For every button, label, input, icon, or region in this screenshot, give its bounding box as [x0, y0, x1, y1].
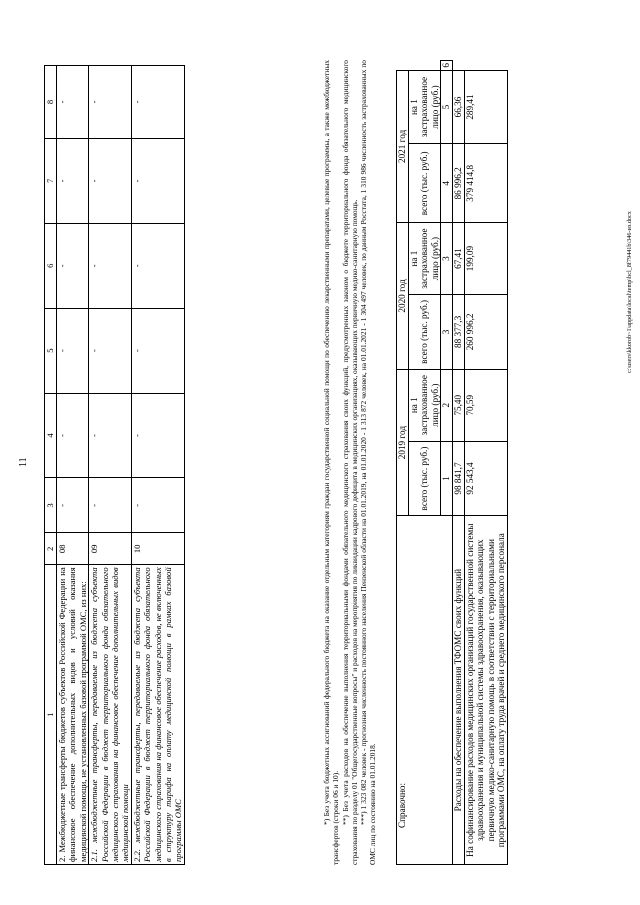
col-number: 4	[441, 144, 453, 223]
reference-table	[396, 60, 508, 865]
subheader: всего (тыс. руб.)	[408, 144, 441, 223]
row-label: 2.2. межбюджетные трансферты, передаваемые из бюджета субъекта Российской Федерации в бюджет территориального фонда обязательного медицинского страхования на финансовое обеспечение расходов, не включенных в структуру тарифа на оплату медицинской помощи в рамках базовой программы ОМС	[131, 565, 184, 865]
cell: 67,41	[452, 223, 464, 295]
cell: 75,40	[452, 369, 464, 441]
subheader: всего (тыс. руб.)	[408, 441, 441, 516]
subheader: всего (тыс. руб.)	[408, 295, 441, 370]
year-header: 2020 год	[397, 223, 409, 370]
table-row	[131, 66, 184, 865]
col-header: 8	[45, 66, 57, 139]
col-number: 5	[441, 70, 453, 144]
cell: 92 543,4	[464, 441, 507, 516]
cell: -	[131, 478, 184, 533]
table-row	[57, 66, 89, 865]
cell: -	[131, 66, 184, 139]
col-number: 6	[441, 61, 453, 71]
file-path: c:\users\kkorob~1\appdata\local\temp\bcl_8f79441b\346-из.docx	[626, 211, 633, 373]
col-header: 2	[45, 533, 57, 565]
cell: -	[57, 66, 89, 139]
col-number: 3	[441, 223, 453, 295]
cell: 260 996,2	[464, 295, 507, 370]
cell: 289,41	[464, 70, 507, 144]
page-number: 11	[18, 457, 29, 467]
cell: 70,59	[464, 369, 507, 441]
row-code: 08	[57, 533, 89, 565]
cell: -	[131, 308, 184, 393]
cell: 66,36	[452, 70, 464, 144]
col-number: 3	[441, 295, 453, 370]
cell: 98 841,7	[452, 441, 464, 516]
subheader: на 1 застрахованное лицо (руб.)	[408, 223, 441, 295]
cell: 199,09	[464, 223, 507, 295]
reference-caption-row	[397, 61, 409, 865]
cell: 379 414,8	[464, 144, 507, 223]
cell: -	[57, 138, 89, 223]
col-header: 4	[45, 393, 57, 478]
subheader: на 1 застрахованное лицо (руб.)	[408, 70, 441, 144]
row-label: 2.1. межбюджетные трансферты, передаваемые из бюджета субъекта Российской Федерации в бюджет территориального фонда обязательного медицинского страхования на финансовое обеспечение дополнительных видов медицинской помощи	[89, 565, 132, 865]
cell: -	[89, 393, 132, 478]
cell: -	[89, 138, 132, 223]
col-header: 6	[45, 223, 57, 308]
cell: -	[57, 393, 89, 478]
col-number: 1	[441, 441, 453, 516]
table-row	[452, 61, 464, 865]
cell: -	[57, 308, 89, 393]
footnote: *) Без учета бюджетных ассигнований федерального бюджета на оказание отдельным категориям граждан государственной социальной помощи по обеспечению лекарственными препаратами, целевые программы, а также межбюджетных трансфертов (строки 06 и 10).	[322, 60, 341, 865]
footnotes	[322, 60, 378, 865]
subheader: на 1 застрахованное лицо (руб.)	[408, 369, 441, 441]
row-code: 10	[131, 533, 184, 565]
col-header: 3	[45, 478, 57, 533]
table-row	[89, 66, 132, 865]
year-header: 2021 год	[397, 70, 409, 223]
year-header: 2019 год	[397, 369, 409, 516]
cell: -	[89, 478, 132, 533]
row-label: Расходы на обеспечение выполнения ТФОМС своих функций	[452, 516, 464, 865]
row-label: На софинансирование расходов медицинских организаций государственной системы здравоохранения и муниципальной системы здравоохранения, оказывающих первичную медико-санитарную помощь в соответствии с территориальными программами ОМС, на оплату труда врачей и среднего медицинского персонала	[464, 516, 507, 865]
cell: -	[89, 223, 132, 308]
table-row	[464, 61, 507, 865]
col-header: 1	[45, 565, 57, 865]
row-label: 2. Межбюджетные трансферты бюджетов субъектов Российской Федерации на финансовое обеспечение дополнительных видов и условий оказания медицинской помощи, не установленных базовой программой ОМС, из них:	[57, 565, 89, 865]
col-header: 7	[45, 138, 57, 223]
cell: -	[131, 138, 184, 223]
main-table	[44, 65, 185, 865]
cell: -	[131, 223, 184, 308]
cell: -	[57, 223, 89, 308]
footnote: **) Без учета расходов на обеспечение выполнения территориальными фондами обязательного медицинского страхования своих функций, предусмотренных законом о бюджете территориального фонда обязательного медицинского страхования по разделу 01 "Общегосударственные вопросы" и расходов на мероприятия по ликвидации кадрового дефицита в медицинских организациях, оказывающих первичную медико-санитарную помощь.	[340, 60, 359, 865]
cell: 86 996,2	[452, 144, 464, 223]
reference-caption: Справочно:	[397, 516, 453, 865]
cell: -	[89, 308, 132, 393]
cell: -	[131, 393, 184, 478]
cell: 88 377,3	[452, 295, 464, 370]
cell: -	[57, 478, 89, 533]
footnote: ***) 1 323 082 человек - прогнозная численность постоянного населения Пензенской области на 01.01.2019, на 01.01.2020 - 1 313 872 человек, на 01.01.2021 - 1 304 497 человек, по данным Росстата, 1 310 986 численность застрахованных по ОМС лиц по состоянию на 01.01.2018.	[359, 60, 378, 865]
cell: -	[89, 66, 132, 139]
row-code: 09	[89, 533, 132, 565]
main-table-header	[45, 66, 57, 865]
col-header: 5	[45, 308, 57, 393]
col-number: 2	[441, 369, 453, 441]
